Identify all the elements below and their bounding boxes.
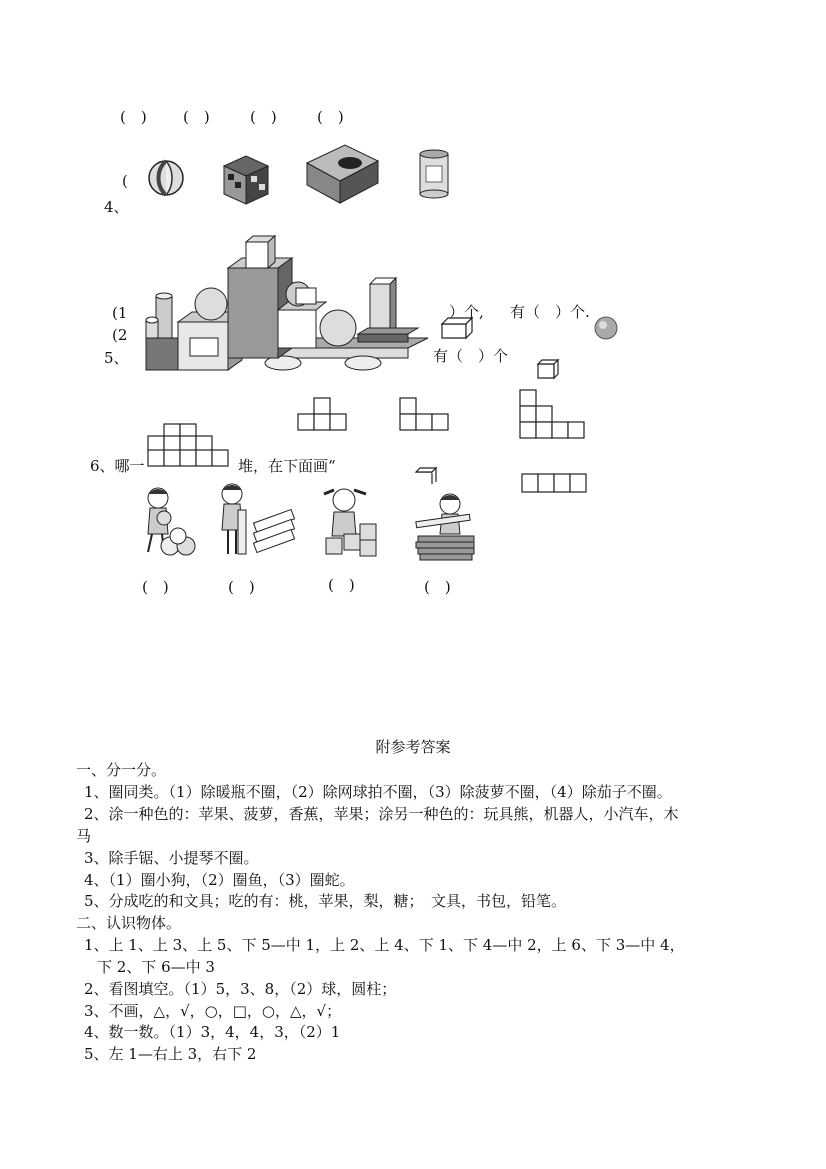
sub-question-2: (2	[112, 326, 128, 344]
answer-2-3: 3、不画，△，√，○，□，○，△，√；	[84, 1002, 342, 1020]
fill-has-2-text: 有（ ）个	[433, 347, 509, 365]
answer-2-4: 4、数一数。（1）3，4，4，3，（2）1	[84, 1023, 341, 1041]
answer-1-2: 2、涂一种色的：苹果、菠萝，香蕉，苹果；涂另一种色的：玩具熊，机器人，小汽车，木	[84, 805, 679, 823]
answer-1-5: 5、分成吃的和文具；吃的有：桃，苹果，梨，糖； 文具，书包，铅笔。	[84, 892, 567, 910]
fill-count-text: ）个,	[449, 303, 484, 321]
can-picture	[418, 148, 450, 200]
cube-stack-3	[398, 396, 458, 434]
question-5-label: 5、	[104, 349, 129, 367]
child-with-logs-picture	[216, 480, 300, 560]
answer-blank-1: ( )	[120, 108, 147, 126]
box-picture	[305, 143, 380, 205]
answers-section-2: 二、认识物体。	[76, 914, 182, 932]
child-with-balls-picture	[134, 484, 206, 560]
answer-blank-2: ( )	[183, 108, 210, 126]
child-answer-blank-2: ( )	[228, 578, 255, 596]
child-answer-blank-4: ( )	[424, 578, 451, 596]
child-with-boards-picture	[412, 490, 478, 562]
answer-1-4: 4、（1）圈小狗，（2）圈鱼，（3）圈蛇。	[84, 871, 355, 889]
partial-cube-picture	[414, 466, 440, 484]
cube-stack-4	[518, 388, 592, 442]
rubiks-cube-picture	[220, 152, 272, 208]
sub-question-1: (1	[112, 304, 128, 322]
child-answer-blank-3: ( )	[328, 576, 355, 594]
answer-2-1-cont: 下 2、下 6—中 3	[97, 958, 215, 976]
question-4-label: 4、	[104, 198, 129, 216]
answer-1-2-cont: 马	[76, 827, 92, 845]
fill-has-text: 有（ ）个.	[510, 303, 590, 321]
child-answer-blank-1: ( )	[142, 578, 169, 596]
answer-2-2: 2、看图填空。（1）5，3、8，（2）球，圆柱；	[84, 980, 397, 998]
single-cube-picture	[536, 358, 560, 380]
answer-1-3: 3、除手锯、小提琴不圈。	[84, 849, 259, 867]
answer-2-5: 5、左 1—右上 3，右下 2	[84, 1045, 257, 1063]
answers-section-1: 一、分一分。	[76, 761, 167, 779]
solids-scene-picture	[138, 230, 438, 375]
sphere-picture	[594, 316, 618, 340]
question-6-tail: 堆，在下面画“	[238, 457, 336, 475]
ball-picture	[146, 158, 186, 198]
answer-1-1: 1、圈同类。（1）除暖瓶不圈，（2）除网球拍不圈，（3）除菠萝不圈，（4）除茄子不圈。	[84, 783, 672, 801]
cube-stack-2	[296, 396, 356, 434]
cube-row-picture	[520, 470, 590, 494]
open-paren: (	[122, 172, 128, 190]
question-6-label: 6、哪一	[90, 457, 145, 475]
answer-blank-3: ( )	[250, 108, 277, 126]
answer-blank-4: ( )	[317, 108, 344, 126]
answer-2-1: 1、上 1、上 3、上 5、下 5—中 1，上 2、上 4、下 1、下 4—中 2，上 6、下 3—中 4，	[84, 936, 685, 954]
cube-stack-1	[146, 416, 236, 468]
answers-title: 附参考答案	[375, 738, 451, 756]
child-with-blocks-picture	[316, 484, 386, 560]
